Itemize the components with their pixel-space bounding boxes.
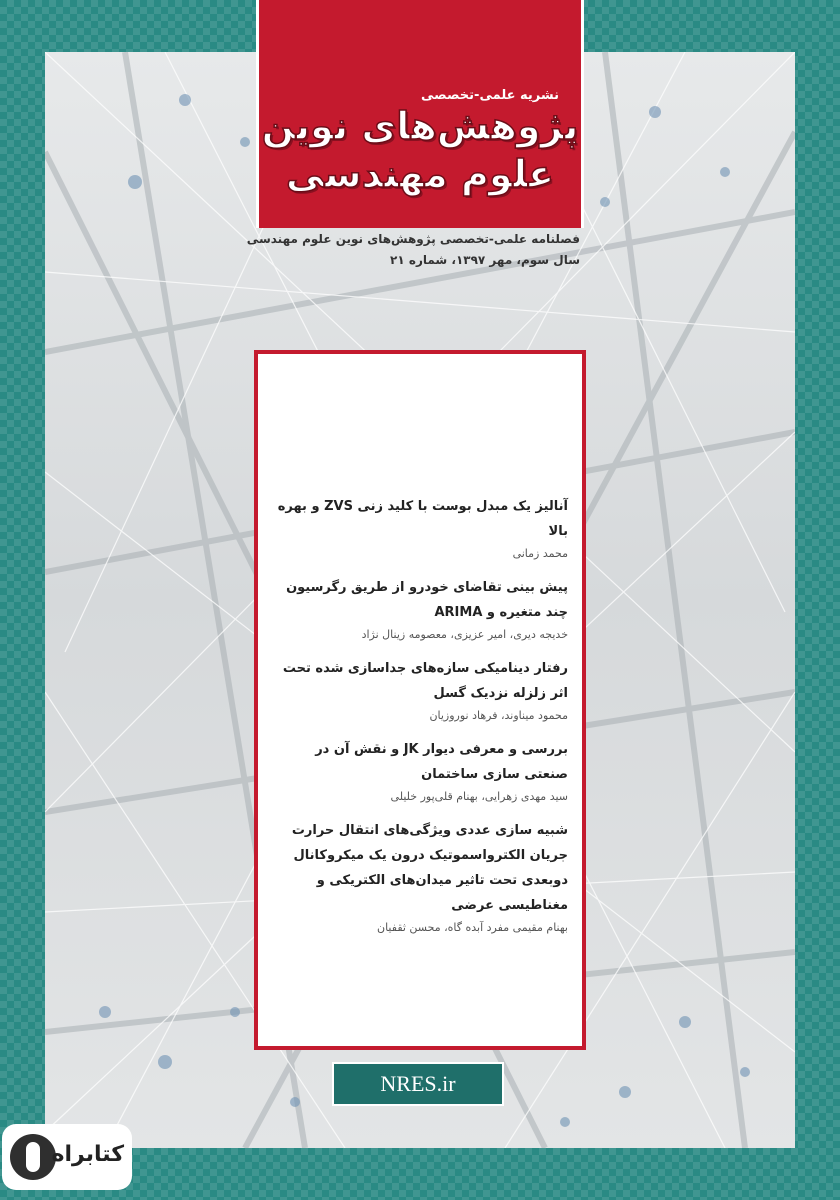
article-authors: خدیجه دیری، امیر عزیزی، معصومه زینال نژاد xyxy=(361,628,568,641)
article-title: آنالیز یک مبدل بوست با کلید زنی ZVS و بهره بالا xyxy=(277,499,568,539)
article-item[interactable] xyxy=(270,818,568,937)
journal-description: فصلنامه علمی-تخصصی پژوهش‌های نوین علوم مهندسی xyxy=(246,232,580,246)
website-banner[interactable]: NRES.ir xyxy=(332,1062,504,1106)
article-title: بررسی و معرفی دیوار JK و نقش آن در صنعتی سازی ساختمان xyxy=(315,742,568,782)
ketabrah-logo-icon xyxy=(10,1134,56,1180)
watermark-text: کتابراه xyxy=(51,1142,124,1167)
article-item[interactable] xyxy=(270,737,568,806)
article-item[interactable] xyxy=(270,656,568,725)
article-authors: محمد زمانی xyxy=(512,547,568,560)
article-title: شبیه سازی عددی ویژگی‌های انتقال حرارت جریان الکترواسموتیک درون یک میکروکانال دوبعدی تحت تاثیر میدان‌های الکتریکی و مغناطیسی عرضی xyxy=(291,823,568,913)
journal-title-line-2: علوم مهندسی xyxy=(285,152,555,196)
article-authors: بهنام مقیمی مفرد آبده گاه، محسن ثقفیان xyxy=(377,921,568,934)
table-of-contents xyxy=(254,350,586,1050)
watermark-badge[interactable] xyxy=(2,1124,132,1190)
article-authors: محمود میناوند، فرهاد نوروزیان xyxy=(429,709,568,722)
issue-number: سال سوم، مهر ۱۳۹۷، شماره ۲۱ xyxy=(390,253,580,267)
journal-tagline: نشریه علمی-تخصصی xyxy=(421,88,559,103)
article-item[interactable] xyxy=(270,575,568,644)
article-list xyxy=(270,494,568,949)
article-title: پیش بینی تقاضای خودرو از طریق رگرسیون چند متغیره و ARIMA xyxy=(286,580,568,620)
journal-title-line-1: پژوهش‌های نوین xyxy=(261,104,579,148)
journal-masthead xyxy=(256,0,584,228)
article-item[interactable] xyxy=(270,494,568,563)
article-title: رفتار دینامیکی سازه‌های جداسازی شده تحت اثر زلزله نزدیک گسل xyxy=(282,661,568,701)
article-authors: سید مهدی زهرایی، بهنام قلی‌پور خلیلی xyxy=(390,790,568,803)
